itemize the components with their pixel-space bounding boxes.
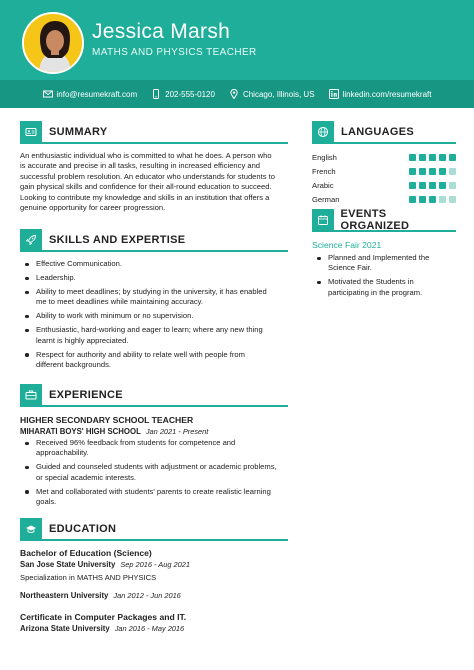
rating-dot-filled [429, 154, 436, 161]
experience-icon-box [20, 384, 42, 406]
experience-dates: Jan 2021 - Present [145, 427, 209, 436]
language-row [312, 193, 456, 205]
list-item: Respect for authority and ability to relate well with people from different backgrounds. [20, 350, 292, 371]
education-degree: Bachelor of Education (Science) [20, 548, 152, 558]
list-item: Effective Communication. [20, 259, 292, 269]
experience-title: EXPERIENCE [49, 389, 123, 401]
summary-title: SUMMARY [49, 126, 108, 138]
skills-title: SKILLS AND EXPERTISE [49, 234, 186, 246]
rating-dot-filled [419, 196, 426, 203]
contact-linkedin[interactable] [329, 89, 432, 99]
languages-section-header [312, 122, 456, 144]
location-pin-icon [229, 89, 239, 99]
education-dates: Sep 2016 - Aug 2021 [120, 560, 190, 569]
candidate-name: Jessica Marsh [92, 20, 231, 43]
rating-dot-filled [419, 154, 426, 161]
skills-list [20, 259, 292, 374]
globe-icon [317, 126, 329, 138]
rating-dot-empty [449, 168, 456, 175]
rating-dot-filled [439, 154, 446, 161]
rating-dot-filled [429, 182, 436, 189]
skills-icon-box [20, 229, 42, 251]
languages-icon-box [312, 121, 334, 143]
language-row [312, 179, 456, 191]
skills-section-header [20, 230, 288, 252]
rating-dot-empty [439, 196, 446, 203]
rating-dot-filled [419, 168, 426, 175]
summary-icon-box [20, 121, 42, 143]
linkedin-text: linkedin.com/resumekraft [342, 89, 432, 99]
experience-employer [20, 427, 208, 436]
summary-line: is accurate and precise in all tasks, resulting in increased efficiency and [20, 161, 261, 171]
summary-text [20, 151, 292, 213]
summary-line: Looking to contribute my knowledge and skills in an institution that offers a [20, 192, 270, 202]
list-item: Met and collaborated with students' parents to create realistic learning goals. [20, 487, 292, 508]
language-row [312, 165, 456, 177]
graduation-cap-icon [25, 523, 37, 535]
proficiency-rating [409, 182, 456, 189]
id-card-icon [25, 126, 37, 138]
experience-section-header [20, 385, 288, 407]
contact-phone[interactable] [151, 89, 215, 99]
email-icon [43, 89, 53, 99]
rating-dot-filled [449, 154, 456, 161]
contact-bar [0, 80, 474, 108]
list-item: Guided and counseled students with adjustment or academic problems, or special academic interests. [20, 462, 292, 483]
events-section-header [312, 210, 456, 232]
job-title: MATHS AND PHYSICS TEACHER [92, 47, 257, 58]
location-text: Chicago, Illinois, US [242, 89, 315, 99]
summary-line: successful problem resolution. An educator who understands for students to [20, 171, 275, 181]
education-school: Northeastern University Jan 2012 - Jun 2016 [20, 591, 181, 600]
language-name: Arabic [312, 180, 334, 190]
experience-list [20, 438, 292, 511]
list-item: Leadership. [20, 273, 292, 283]
proficiency-rating [409, 154, 456, 161]
summary-section-header [20, 122, 288, 144]
rating-dot-filled [419, 182, 426, 189]
rating-dot-filled [409, 168, 416, 175]
education-dates: Jan 2016 - May 2016 [114, 624, 185, 633]
rating-dot-filled [439, 168, 446, 175]
employer-name: MIHARATI BOYS' HIGH SCHOOL [20, 427, 141, 436]
calendar-icon [317, 214, 329, 226]
education-detail: Specialization in MATHS AND PHYSICS [20, 573, 157, 582]
rating-dot-filled [429, 196, 436, 203]
education-icon-box [20, 518, 42, 540]
languages-title: LANGUAGES [341, 126, 414, 138]
rating-dot-empty [449, 182, 456, 189]
summary-line: An enthusiastic individual who is committed to what he does. A person who [20, 151, 272, 160]
education-school: Arizona State University Jan 2016 - May 2016 [20, 624, 185, 633]
list-item: Motivated the Students in participating in the program. [312, 277, 456, 298]
list-item: Ability to work with minimum or no supervision. [20, 311, 292, 321]
education-title: EDUCATION [49, 523, 117, 535]
profile-photo [22, 12, 84, 74]
education-school: San Jose State University Sep 2016 - Aug 2021 [20, 560, 190, 569]
rating-dot-filled [409, 182, 416, 189]
language-name: French [312, 166, 336, 176]
events-icon-box [312, 209, 334, 231]
contact-location [229, 89, 315, 99]
summary-line: gain physical skills and confidence for their all-round education to succeed. [20, 182, 272, 192]
education-dates: Jan 2012 - Jun 2016 [113, 591, 181, 600]
event-name: Science Fair 2021 [312, 240, 382, 250]
rating-dot-filled [439, 182, 446, 189]
list-item: Received 96% feedback from students for competence and approachability. [20, 438, 292, 459]
education-section-header [20, 519, 288, 541]
summary-line: genuine opportunity for career progression. [20, 203, 166, 213]
language-name: German [312, 194, 340, 204]
rating-dot-empty [449, 196, 456, 203]
phone-text: 202-555-0120 [165, 89, 215, 99]
events-list [312, 253, 456, 302]
briefcase-icon [25, 389, 37, 401]
list-item: Planned and Implemented the Science Fair. [312, 253, 456, 274]
rating-dot-filled [429, 168, 436, 175]
phone-icon [151, 89, 161, 99]
rocket-icon [25, 234, 37, 246]
language-name: English [312, 152, 337, 162]
events-title: EVENTS ORGANIZED [340, 208, 410, 232]
list-item: Ability to meet deadlines; by studying in the university, it has enabled me to meet deadlines while maintaining accuracy. [20, 287, 292, 308]
proficiency-rating [409, 196, 456, 203]
experience-role: HIGHER SECONDARY SCHOOL TEACHER [20, 415, 194, 425]
resume-header [0, 0, 474, 108]
contact-email[interactable] [43, 89, 138, 99]
rating-dot-filled [409, 196, 416, 203]
proficiency-rating [409, 168, 456, 175]
education-degree: Certificate in Computer Packages and IT. [20, 612, 187, 622]
email-text: info@resumekraft.com [56, 89, 138, 99]
linkedin-icon [329, 89, 339, 99]
rating-dot-filled [409, 154, 416, 161]
language-row [312, 151, 456, 163]
list-item: Enthusiastic, hard-working and eager to learn; where any new thing learnt is highly appreciated. [20, 325, 292, 346]
